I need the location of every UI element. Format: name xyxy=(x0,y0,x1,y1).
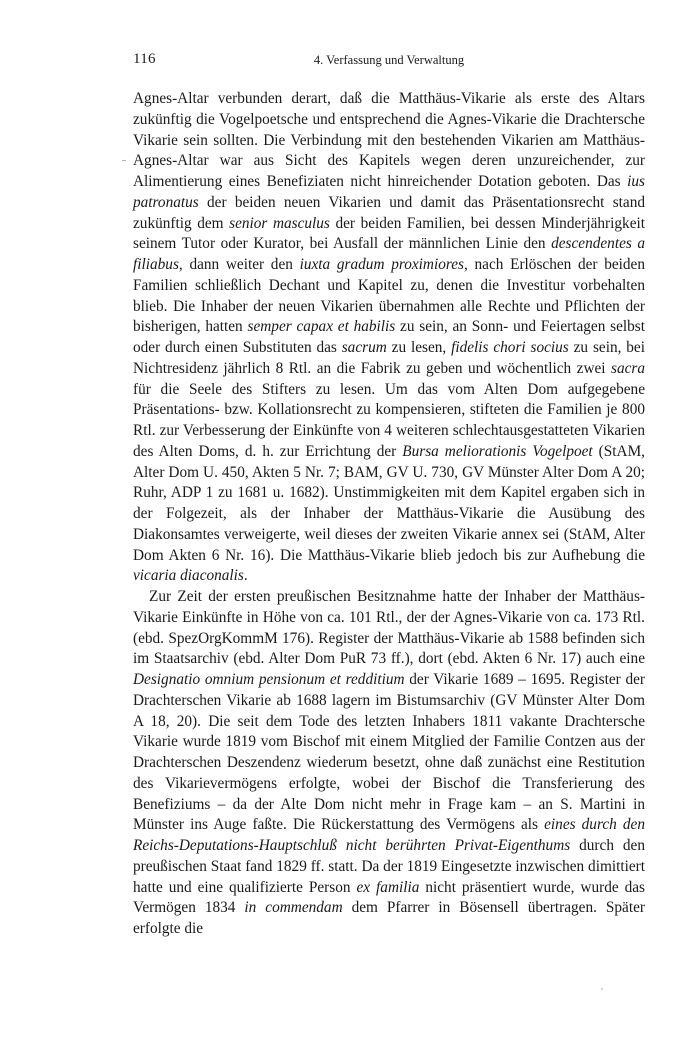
latin-term: Bursa meliorationis Vogelpoet xyxy=(402,442,593,460)
body-text xyxy=(133,89,645,940)
latin-term: semper capax et habilis xyxy=(247,318,396,336)
text-run: , nach Erlöschen der beiden Familien schließlich Dechant und Kapitel zu, denen die Investitur vorbehalten blieb. Die Inhaber der neuen Vikarien übernahmen alle Rechte und Pflichten der bisherigen, hatten xyxy=(133,256,645,336)
latin-term: vicaria diaconalis xyxy=(133,567,244,585)
text-run: Agnes-Altar verbunden derart, daß die Matthäus-Vikarie als erste des Altars zukünftig die Vogelpoetsche und entsprechend die Agnes-Vikarie die Drachtersche Vikarie sein sollten. Die Verbindung mit den bestehenden Vikarien am Matthäus-Agnes-Altar war aus Sicht des Kapitels wegen deren unzureichender, zur Alimentierung eines Benefiziaten nicht hinreichender Dotation geboten. Das xyxy=(133,90,645,190)
text-run: zu sein, bei Nichtresidenz jährlich 8 Rtl. an die Fabrik zu geben und wöchentlich zwei xyxy=(133,339,645,377)
latin-term: iuxta gradum proximiores xyxy=(299,256,464,273)
text-run: , dann weiter den xyxy=(178,256,300,273)
latin-term: ex familia xyxy=(356,878,420,896)
text-run: Zur Zeit der ersten preußischen Besitznahme hatte der Inhaber der Matthäus-Vikarie Einkünfte in Höhe von ca. 101 Rtl., der der Agnes-Vikarie von ca. 173 Rtl. (ebd. SpezOrgKommM 176). Register der Matthäus-Vikarie ab 1588 befinden sich im Staatsarchiv (ebd. Alter Dom PuR 73 ff.), dort (ebd. Akten 6 Nr. 17) auch eine xyxy=(133,588,645,668)
text-run: durch den preußischen Staat fand 1829 ff. statt. Da der 1819 Eingesetzte inzwischen dimittiert hatte und eine qualifizierte Person xyxy=(133,837,645,896)
text-run: (StAM, Alter Dom U. 450, Akten 5 Nr. 7; BAM, GV U. 730, GV Münster Alter Dom A 20; Ruhr, ADP 1 zu 1681 u. 1682). Unstimmigkeiten mit dem Kapitel ergaben sich in der Folgezeit, als der Inhaber der Matthäus-Vikarie die Ausübung des Diakonsamtes verweigerte, weil dieses der zweiten Vikarie annex sei (StAM, Alter Dom Akten 6 Nr. 16). Die Matthäus-Vikarie blieb jedoch bis zur Aufhebung die xyxy=(133,442,646,564)
margin-mark xyxy=(122,160,126,161)
text-run: zu lesen, xyxy=(386,339,452,356)
text-run: für die Seele des Stifters zu lesen. Um das vom Alten Dom aufgegebene Präsentations- bzw. Kollationsrecht zu kompensieren, stifteten die Familien je 800 Rtl. zur Verbesserung der Einkünfte von 4 weiteren schlechtausgestatteten Vikarien des Alten Doms, d. h. zur Errichtung der xyxy=(133,380,645,460)
chapter-title: 4. Verfassung und Verwaltung xyxy=(313,53,465,67)
latin-term: descendentes a filiabus xyxy=(133,235,646,273)
latin-term: in commendam xyxy=(244,899,343,917)
text-run: der beiden neuen Vikarien und damit das Präsentationsrecht stand zukünftig dem xyxy=(133,193,645,232)
text-run: zu sein, an Sonn- und Feiertagen selbst oder durch einen Substituten das xyxy=(133,318,645,356)
running-head xyxy=(133,51,645,71)
text-run: nicht präsentiert wurde, wurde das Vermögen 1834 xyxy=(133,878,646,917)
text-run: der beiden Familien, bei dessen Minderjährigkeit seinem Tutor oder Kurator, bei Ausfall der männlichen Linie den xyxy=(133,214,645,253)
scan-speck xyxy=(601,988,603,990)
latin-term: sacra xyxy=(611,359,645,377)
text-run: der Vikarie 1689 – 1695. Register der Drachterschen Vikarie ab 1688 lagern im Bistumsarchiv (GV Münster Alter Dom A 18, 20). Die seit dem Tode des letzten Inhabers 1811 vakante Drachtersche Vikarie wurde 1819 vom Bischof mit einem Mitglied der Familie Contzen aus der Drachterschen Deszendenz wiederum besetzt, ohne daß zunächst eine Restitution des Vikarievermögens erfolgte, wobei der Bischof die Transferierung des Benefiziums – da der Alte Dom nicht mehr in Frage kam – an S. Martini in Münster ins Auge faßte. Die Rückerstattung des Vermögens als xyxy=(133,671,645,834)
latin-term: sacrum xyxy=(341,339,387,356)
page-number: 116 xyxy=(133,51,156,67)
quoted-phrase: eines durch den Reichs-Deputations-Hauptschluß nicht berührten Privat-Eigenthums xyxy=(133,816,645,854)
latin-term: senior masculus xyxy=(229,214,330,232)
text-run: dem Pfarrer in Bösensell übertragen. Später erfolgte die xyxy=(133,899,645,937)
latin-term: Designatio omnium pensionum et redditium xyxy=(133,671,405,688)
latin-term: fidelis chori socius xyxy=(451,339,569,356)
paragraph-2 xyxy=(133,587,645,940)
text-run: . xyxy=(243,567,248,585)
latin-term: ius patronatus xyxy=(133,173,645,211)
paragraph-1 xyxy=(133,89,645,587)
